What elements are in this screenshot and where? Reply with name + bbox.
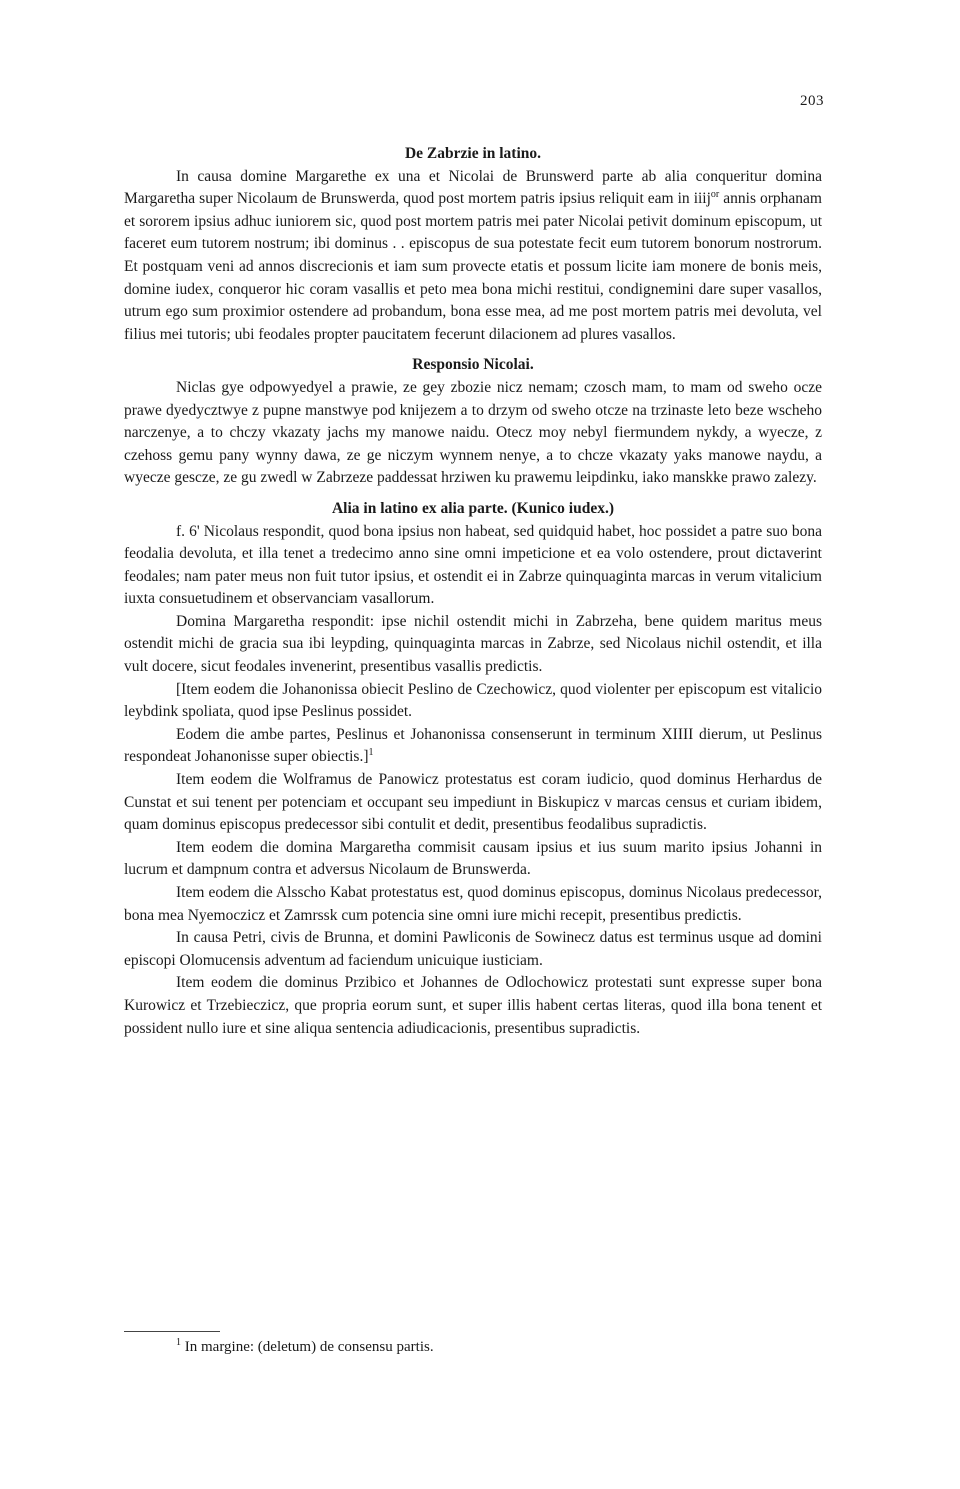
section-heading: De Zabrzie in latino. — [404, 145, 542, 162]
paragraph: Item eodem die dominus Przibico et Johannes de Odlochowicz protestati sunt expresse super bona Kurowicz et Trzebieczicz, que propria eorum sunt, et super illis habent certas literas, quod illa bona tenent et possident nullo iure et sine aliqua sentencia adiudicacionis, presentibus supradictis. — [124, 974, 822, 1037]
paragraph: f. 6' Nicolaus respondit, quod bona ipsius non habeat, sed quidquid habet, hoc possidet a patre suo bona feodalia devoluta, et illa tenet a tredecimo anno sine omni impeticione et ea volo ostendere, prout dictaverint feodales; nam pater meus non fuit tutor ipsius, et ostendit ei in Zabrze quinquaginta marcas in verum vitalicium iuxta consuetudinem et observanciam vasallorum. — [124, 522, 822, 608]
main-text — [124, 143, 822, 1040]
footnote-divider — [124, 1331, 220, 1332]
footnote — [176, 1337, 434, 1357]
paragraph: In causa Petri, civis de Brunna, et domini Pawliconis de Sowinecz datus est terminus usque ad domini episcopi Olomucensis adventum ad faciendum unicuique iusticiam. — [124, 929, 822, 969]
paragraph: In causa domine Margarethe ex una et Nicolai de Brunswerd parte ab alia conqueritur domina Margaretha super Nicolaum de Brunswerda, quod post mortem patris ipsius reliquit eam in iiij$^{or}$ annis orphanam et sororem ipsius adhuc iuniorem sic, quod post mortem patris mei pater Nicolai petivit dominum episcopum, ut faceret eum tutorem nostrum; ibi dominus . . episcopus de sua potestate fecit eum tutorem bonorum nostrorum. Et postquam veni ad annos discrecionis et iam sum provecte etatis et possum licite iam monere de bonis meis, domine iudex, conqueror hic coram vasallis et peto mea bona michi restitui, condignemini dare super vasallos, utrum ego sum proximior ostendere ad probandum, bona esse mea, ad me post mortem patris mei devoluta, vel filius mei tutoris; ubi feodales propter paucitatem fecerunt dilacionem ad plures vasallos. — [124, 167, 822, 343]
paragraph: Item eodem die Wolframus de Panowicz protestatus est coram iudicio, quod dominus Herhardus de Cunstat et sui tenent per potenciam et occupant seu impediunt in Biskupicz v marcas census et curiam ibidem, quam dominus episcopus predecessor sibi contulit et dedit, presentibus feodalibus supradictis. — [124, 771, 822, 834]
section-heading: Alia in latino ex alia parte. (Kunico iudex.) — [331, 499, 615, 517]
paragraph: [Item eodem die Johanonissa obiecit Peslino de Czechowicz, quod violenter per episcopum est vitalicio leybdink spoliata, quod ipse Peslinus possidet. — [124, 680, 822, 721]
paragraph: Domina Margaretha respondit: ipse nichil ostendit michi in Zabrzeha, bene quidem maritus meus ostendit michi de gracia sua ibi leypding, quinquaginta marcas in Zabrze, sed Nicolaus nichil ostendit, et illa vult docere, sicut feodales invenerint, presentibus vasallis predictis. — [124, 612, 822, 676]
footnote-mark: 1 — [176, 1337, 181, 1348]
footnote-text: In margine: (deletum) de consensu partis. — [184, 1339, 434, 1355]
paragraph: Item eodem die domina Margaretha commisit causam ipsius et ius suum marito ipsius Johanni in lucrum et dampnum contra et adversus Nicolaum de Brunswerda. — [124, 838, 822, 879]
page-number: 203 — [800, 93, 824, 109]
paragraph: Niclas gye odpowyedyel a prawie, ze gey zbozie nicz nemam; czosch mam, to mam od sweho ocze prawe dyedycztwye z pupne manstwye pod knijezem a to drzym od sweho otcze na trzinaste leto beze wscheho narczenye, a to chczy vkazaty jachs my manowe naidu. Otecz moy nebyl fiermundem nykdy, a wyecze, z czehoss gemu pany wynny dawa, ze ge niczym wynnem nenye, a to chcze vkazaty yaks manowe naydu, a wyecze gescze, ze gu zwedl w Zabrzeze paddessat hrziwen ku prawemu leipdinku, iako manskke prawo zalezy. — [124, 378, 822, 487]
paragraph: Eodem die ambe partes, Peslinus et Johanonissa consenserunt in terminum XIIII dierum, ut Peslinus respondeat Johanonisse super obiectis.]$^1$ — [124, 725, 822, 766]
section-heading: Responsio Nicolai. — [412, 356, 534, 374]
paragraph: Item eodem die Alsscho Kabat protestatus est, quod dominus episcopus, dominus Nicolaus predecessor, bona mea Nyemoczicz et Zamrssk cum potencia sine omni iure michi recepit, presentibus predictis. — [124, 884, 822, 924]
